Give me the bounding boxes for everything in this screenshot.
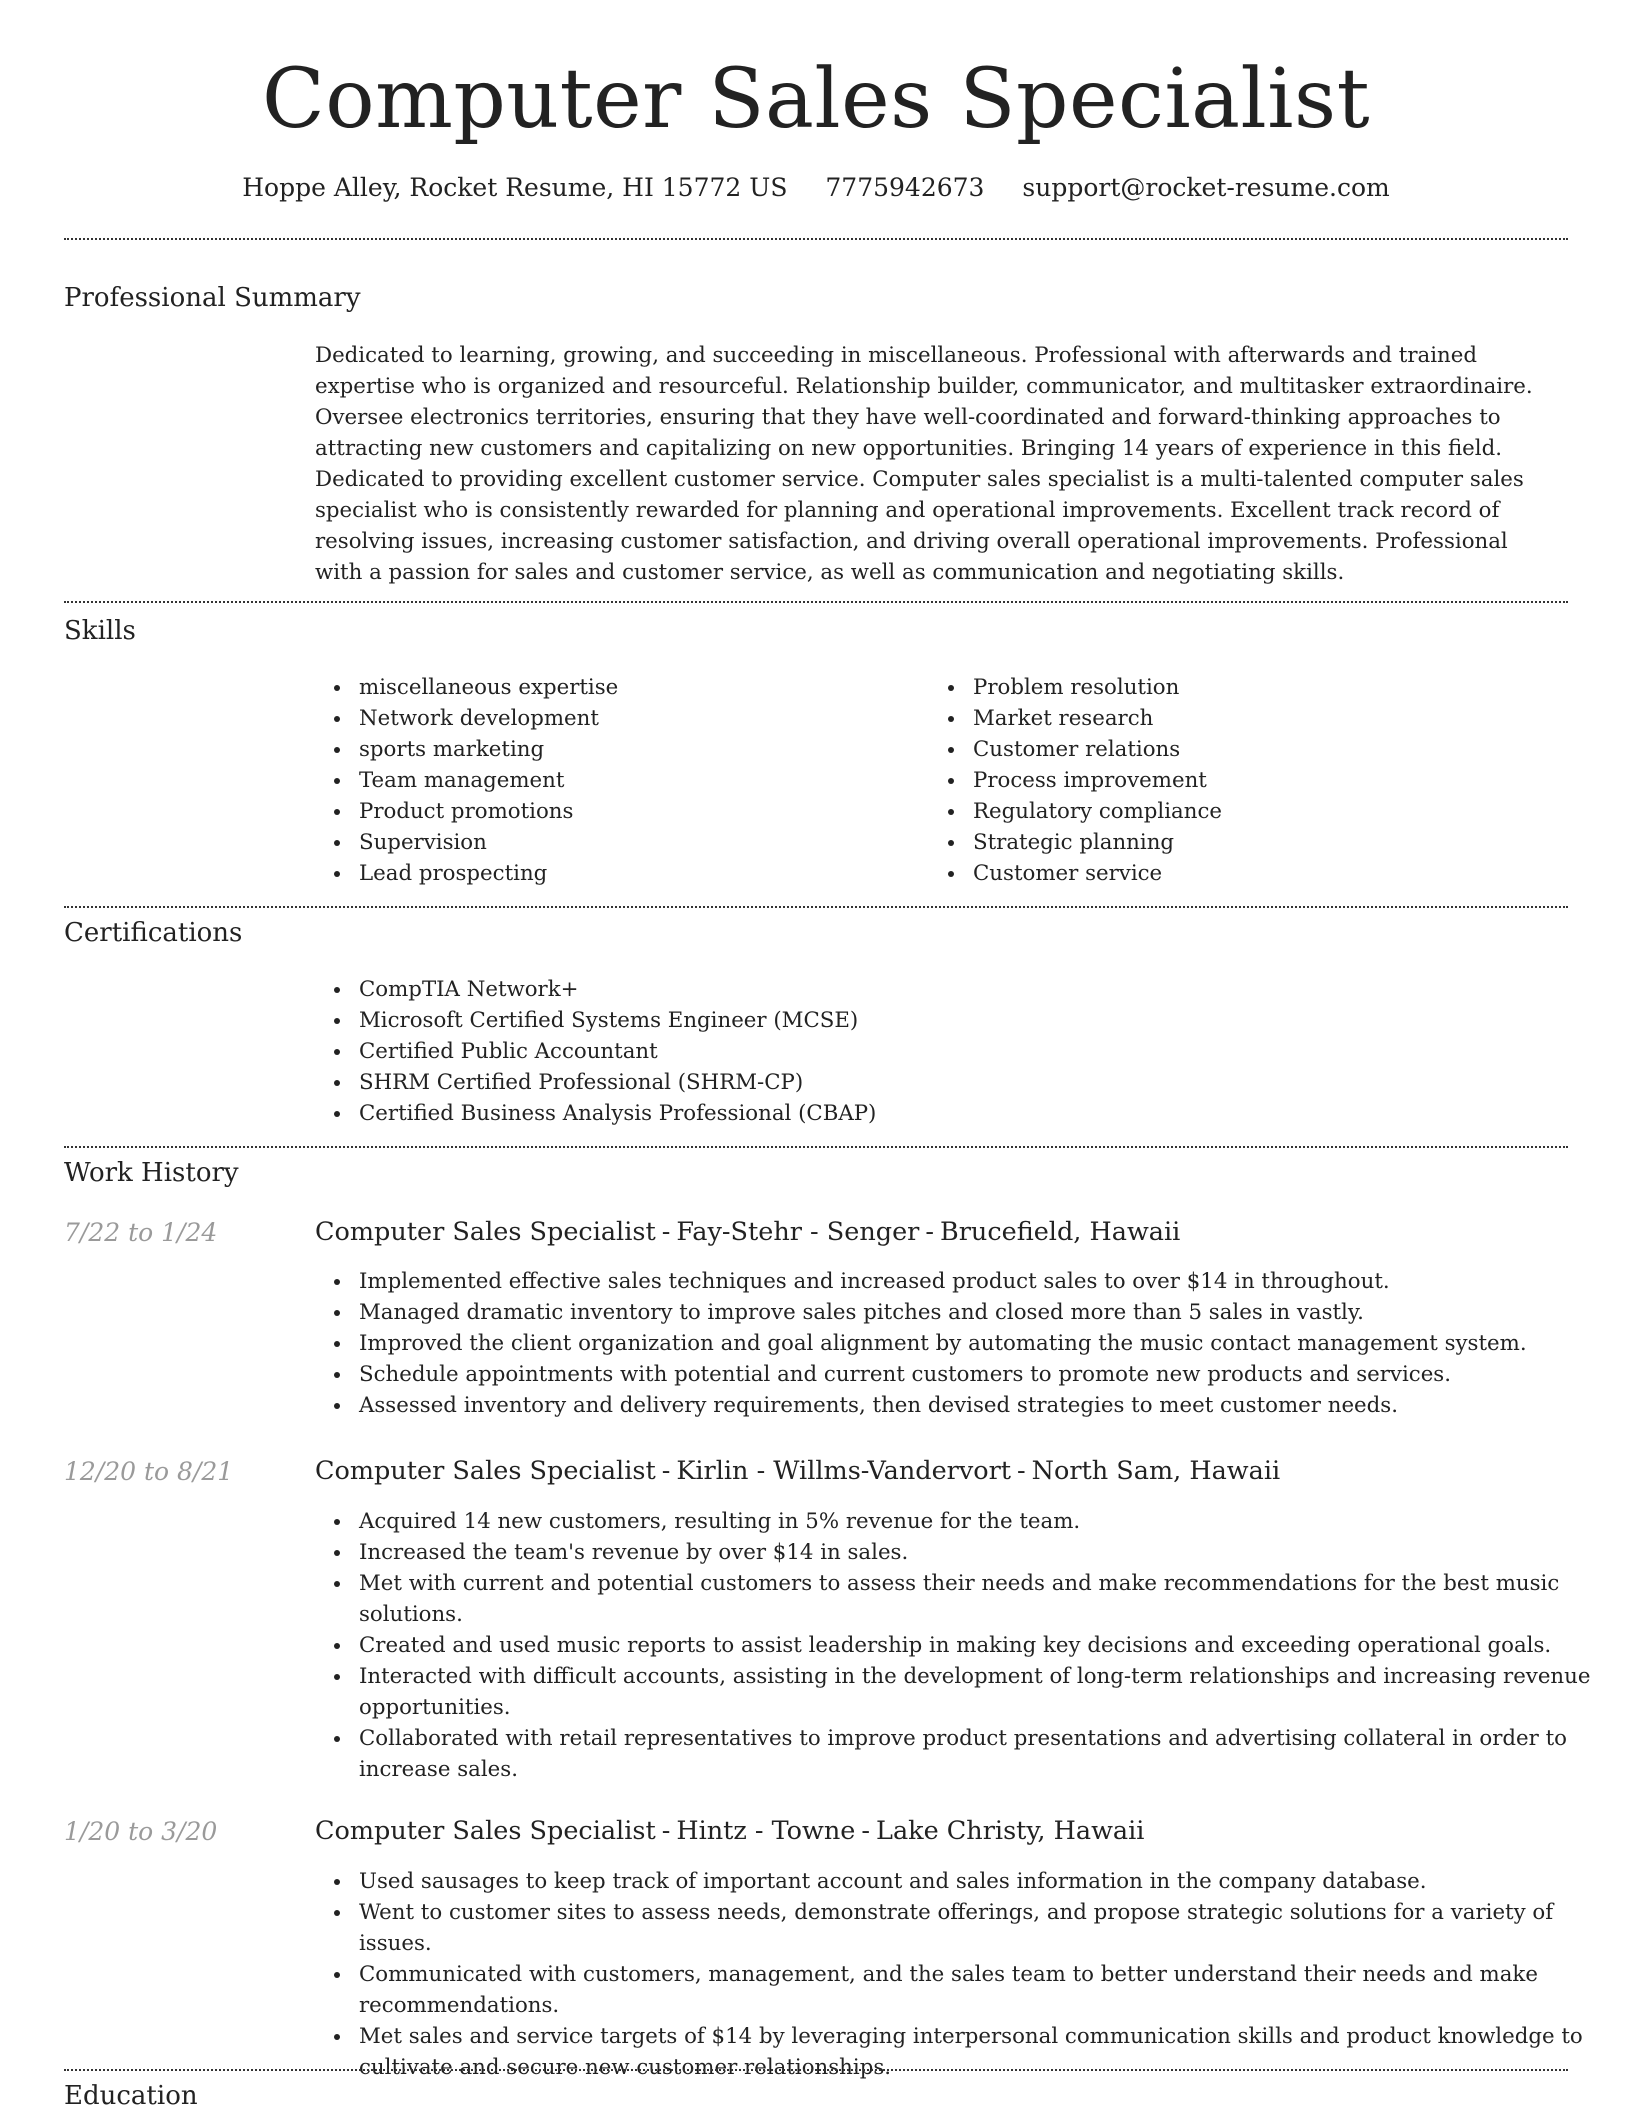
job-dates: 1/20 to 3/20	[64, 1817, 218, 1846]
job-heading: Computer Sales Specialist - Hintz - Towne - Lake Christy, Hawaii	[315, 1816, 1145, 1846]
job-dates: 12/20 to 8/21	[64, 1457, 234, 1486]
divider	[64, 2069, 1568, 2071]
contact-phone: 7775942673	[825, 173, 985, 202]
job-title: Computer Sales Specialist	[315, 1456, 656, 1486]
job-location: Lake Christy, Hawaii	[876, 1816, 1145, 1846]
job-location: North Sam, Hawaii	[1031, 1456, 1281, 1486]
education-heading: Education	[64, 2081, 198, 2111]
list-item: CompTIA Network+	[359, 974, 1559, 1005]
list-item: Implemented effective sales techniques and increased product sales to over $14 in throughout.	[359, 1266, 1605, 1297]
job-bullets	[315, 1866, 1605, 2083]
list-item: Team management	[359, 765, 919, 796]
job-bullets	[315, 1266, 1605, 1421]
list-item: Product promotions	[359, 796, 919, 827]
list-item: Regulatory compliance	[973, 796, 1573, 827]
list-item: Improved the client organization and goal alignment by automating the music contact management system.	[359, 1328, 1605, 1359]
list-item: Strategic planning	[973, 827, 1573, 858]
summary-heading: Professional Summary	[64, 283, 361, 313]
list-item: Went to customer sites to assess needs, demonstrate offerings, and propose strategic solutions for a variety of issues.	[359, 1897, 1605, 1959]
list-item: Used sausages to keep track of important account and sales information in the company database.	[359, 1866, 1605, 1897]
divider	[64, 238, 1568, 240]
list-item: miscellaneous expertise	[359, 672, 919, 703]
contact-line	[0, 168, 1632, 208]
list-item: Increased the team's revenue by over $14 in sales.	[359, 1537, 1605, 1568]
list-item: Communicated with customers, management, and the sales team to better understand their needs and make recommendations.	[359, 1959, 1605, 2021]
list-item: Market research	[973, 703, 1573, 734]
list-item: Met sales and service targets of $14 by leveraging interpersonal communication skills and product knowledge to cultivate and secure new customer relationships.	[359, 2021, 1605, 2083]
job-title: Computer Sales Specialist	[315, 1217, 656, 1247]
job-company: Fay-Stehr - Senger	[676, 1217, 920, 1247]
divider	[64, 906, 1568, 908]
list-item: Assessed inventory and delivery requirements, then devised strategies to meet customer needs.	[359, 1390, 1605, 1421]
list-item: sports marketing	[359, 734, 919, 765]
certifications-list	[315, 974, 1559, 1129]
list-item: Schedule appointments with potential and current customers to promote new products and services.	[359, 1359, 1605, 1390]
list-item: Created and used music reports to assist leadership in making key decisions and exceeding operational goals.	[359, 1630, 1605, 1661]
list-item: Interacted with difficult accounts, assisting in the development of long-term relationships and increasing revenue opportunities.	[359, 1661, 1605, 1723]
divider	[64, 601, 1568, 603]
list-item: Collaborated with retail representatives to improve product presentations and advertising collateral in order to increase sales.	[359, 1723, 1605, 1785]
list-item: Problem resolution	[973, 672, 1573, 703]
work-history-heading: Work History	[64, 1158, 239, 1188]
job-company: Kirlin - Willms-Vandervort	[676, 1456, 1012, 1486]
list-item: Customer relations	[973, 734, 1573, 765]
list-item: Lead prospecting	[359, 858, 919, 889]
job-bullets	[315, 1506, 1605, 1785]
list-item: Acquired 14 new customers, resulting in 5% revenue for the team.	[359, 1506, 1605, 1537]
certifications-heading: Certifications	[64, 918, 243, 948]
summary-text: Dedicated to learning, growing, and succeeding in miscellaneous. Professional with afterwards and trained expertise who is organized and resourceful. Relationship builder, communicator, and multitasker extraordinaire. Oversee electronics territories, ensuring that they have well-coordinated and forward-thinking approaches to attracting new customers and capitalizing on new opportunities. Bringing 14 years of experience in this field. Dedicated to providing excellent customer service. Computer sales specialist is a multi-talented computer sales specialist who is consistently rewarded for planning and operational improvements. Excellent track record of resolving issues, increasing customer satisfaction, and driving overall operational improvements. Professional with a passion for sales and customer service, as well as communication and negotiating skills.	[315, 343, 1533, 585]
list-item: Supervision	[359, 827, 919, 858]
resume-title: Computer Sales Specialist	[261, 52, 1371, 147]
divider	[64, 1146, 1568, 1148]
list-item: Certified Public Accountant	[359, 1036, 1559, 1067]
job-heading: Computer Sales Specialist - Kirlin - Willms-Vandervort - North Sam, Hawaii	[315, 1456, 1281, 1486]
list-item: Managed dramatic inventory to improve sales pitches and closed more than 5 sales in vastly.	[359, 1297, 1605, 1328]
list-item: Customer service	[973, 858, 1573, 889]
job-company: Hintz - Towne	[676, 1816, 856, 1846]
list-item: Certified Business Analysis Professional (CBAP)	[359, 1098, 1559, 1129]
contact-address: Hoppe Alley, Rocket Resume, HI 15772 US	[242, 173, 788, 202]
skills-heading: Skills	[64, 616, 136, 646]
list-item: Met with current and potential customers to assess their needs and make recommendations for the best music solutions.	[359, 1568, 1605, 1630]
job-location: Brucefield, Hawaii	[939, 1217, 1181, 1247]
job-title: Computer Sales Specialist	[315, 1816, 656, 1846]
skills-list-right	[929, 672, 1573, 889]
skills-list-left	[315, 672, 919, 889]
job-heading: Computer Sales Specialist - Fay-Stehr - Senger - Brucefield, Hawaii	[315, 1217, 1181, 1247]
list-item: Process improvement	[973, 765, 1573, 796]
contact-email: support@rocket-resume.com	[1022, 173, 1390, 202]
list-item: Microsoft Certified Systems Engineer (MCSE)	[359, 1005, 1559, 1036]
list-item: SHRM Certified Professional (SHRM-CP)	[359, 1067, 1559, 1098]
job-dates: 7/22 to 1/24	[64, 1218, 218, 1247]
list-item: Network development	[359, 703, 919, 734]
